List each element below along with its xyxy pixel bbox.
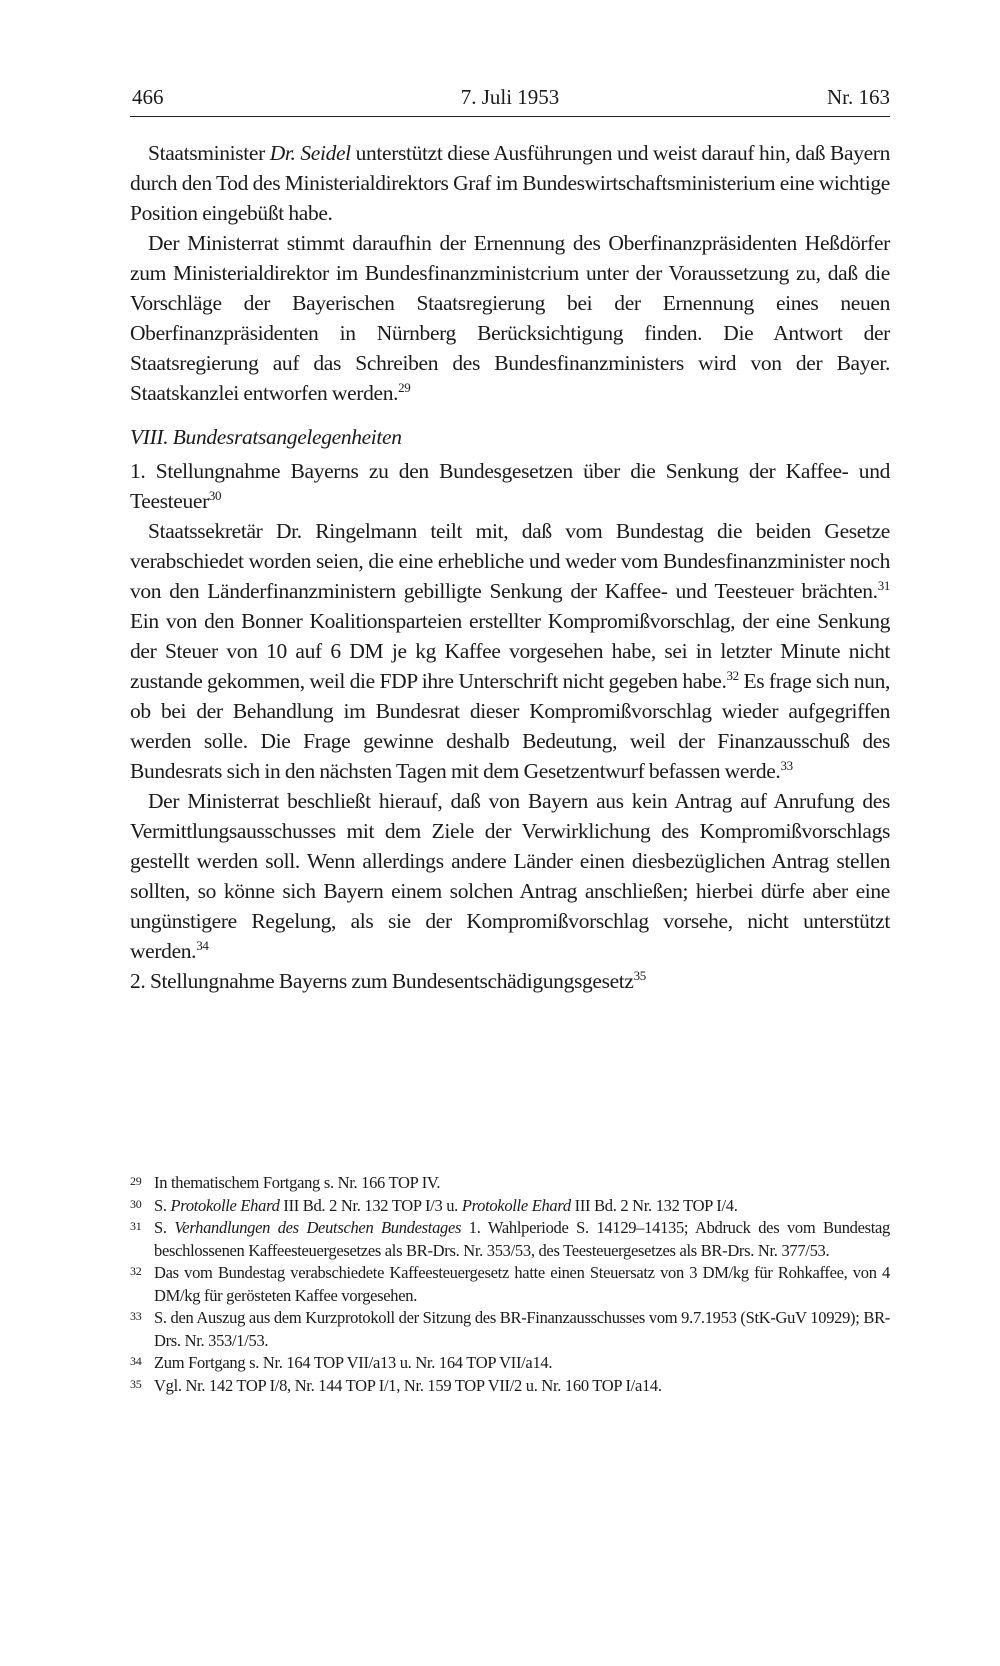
main-text — [130, 138, 890, 996]
paragraph-seidel: Staatsminister Dr. Seidel unterstützt diese Ausführungen und weist darauf hin, daß Bayern durch den Tod des Ministerialdirektors Graf im Bundeswirtschaftsministerium eine wichtige Position eingebüßt habe. — [130, 141, 890, 225]
agenda-item-2: 2. Stellungnahme Bayerns zum Bundesentschädigungsgesetz$^{35}$ — [130, 968, 646, 993]
footnote-ref[interactable]: 35 — [633, 968, 646, 983]
document-number: Nr. 163 — [827, 85, 890, 109]
person-name: Dr. Seidel — [269, 141, 351, 165]
paragraph-beschluss: Der Ministerrat beschließt hierauf, daß von Bayern aus kein Antrag auf Anrufung des Vermittlungsausschusses mit dem Ziele der Verwirklichung des Kompromißvorschlags gestellt werden soll. Wenn allerdings andere Länder einen diesbezüglichen Antrag stellen sollten, so könne sich Bayern einem solchen Antrag anschließen; hierbei dürfe aber eine ungünstigere Regelung, als sie der Kompromißvorschlag vorsehe, nicht unterstützt werden.$^{34}$ — [130, 789, 890, 963]
section-heading: VIII. Bundesratsangelegenheiten — [130, 425, 402, 449]
running-header — [130, 82, 890, 117]
footnote-ref[interactable]: 30 — [208, 488, 222, 503]
footnote-ref[interactable]: 32 — [726, 668, 739, 683]
footnote-number: 32 — [130, 1264, 142, 1278]
footnote-ref[interactable]: 31 — [877, 578, 890, 593]
footnote: 33 S. den Auszug aus dem Kurzprotokoll der Sitzung des BR-Finanzausschusses vom 9.7.1953 (StK-GuV 10929); BR-Drs. Nr. 353/1/53. — [130, 1307, 890, 1352]
paragraph-ernennung: Der Ministerrat stimmt daraufhin der Ernennung des Oberfinanzpräsidenten Heßdörfer zum Ministerialdirektor im Bundesfinanzministcrium unter der Voraussetzung zu, daß die Vorschläge der Bayerischen Staatsregierung bei der Ernennung eines neuen Oberfinanzpräsidenten in Nürnberg Berücksichtigung finden. Die Antwort der Staatsregierung auf das Schreiben des Bundesfinanzministers wird von der Bayer. Staatskanzlei entworfen werden.$^{29}$ — [130, 231, 890, 405]
footnote: 32 Das vom Bundestag verabschiedete Kaffeesteuergesetz hatte einen Steuersatz von 3 DM/kg für Rohkaffee, von 4 DM/kg für gerösteten Kaffee vorgesehen. — [130, 1262, 890, 1307]
footnote-number: 35 — [130, 1376, 142, 1391]
footnote-ref[interactable]: 33 — [780, 758, 793, 773]
footnote-ref[interactable]: 34 — [196, 938, 209, 953]
footnote: 31 S. Verhandlungen des Deutschen Bundestages 1. Wahlperiode S. 14129–14135; Abdruck des vom Bundestag beschlossenen Kaffeesteuergesetzes als BR-Drs. Nr. 353/53, des Teesteuergesetzes als BR-Drs. Nr. 377/53. — [130, 1217, 890, 1262]
footnote-number: 34 — [130, 1354, 142, 1368]
paragraph-ringelmann: Staatssekretär Dr. Ringelmann teilt mit, daß vom Bundestag die beiden Gesetze verabschiedet worden seien, die eine erhebliche und weder vom Bundesfinanzminister noch von den Länderfinanzministern gebilligte Senkung der Kaffee- und Teesteuer brächten.$^{31}$ Ein von den Bonner Koalitionsparteien erstellter Kompromißvorschlag, der eine Senkung der Steuer von 10 auf 6 DM je kg Kaffee vorgesehen habe, sei in letzter Minute nicht zustande gekommen, weil die FDP ihre Unterschrift nicht gegeben habe.$^{32}$ Es frage sich nun, ob bei der Behandlung im Bundesrat dieser Kompromißvorschlag wieder aufgegriffen werden solle. Die Frage gewinne deshalb Bedeutung, weil der Finanzausschuß des Bundesrats sich in den nächsten Tagen mit dem Gesetzentwurf befassen werde.$^{33}$ — [130, 519, 890, 783]
footnotes — [130, 1172, 890, 1397]
footnote: 35 Vgl. Nr. 142 TOP I/8, Nr. 144 TOP I/1, Nr. 159 TOP VII/2 u. Nr. 160 TOP I/a14. — [130, 1375, 890, 1398]
agenda-item-1: 1. Stellungnahme Bayerns zu den Bundesgesetzen über die Senkung der Kaffee- und Teesteuer$^{30}$ — [130, 459, 890, 513]
footnote-number: 29 — [130, 1174, 142, 1188]
footnote: 34 Zum Fortgang s. Nr. 164 TOP VII/a13 u. Nr. 164 TOP VII/a14. — [130, 1352, 890, 1375]
footnote-ref[interactable]: 29 — [398, 380, 411, 395]
header-date: 7. Juli 1953 — [460, 85, 560, 109]
footnote: 30 S. Protokolle Ehard III Bd. 2 Nr. 132 TOP I/3 u. Protokolle Ehard III Bd. 2 Nr. 132 TOP I/4. — [130, 1195, 890, 1218]
page-number: 466 — [132, 85, 164, 109]
footnote-number: 30 — [130, 1196, 142, 1211]
footnote: 29 In thematischem Fortgang s. Nr. 166 TOP IV. — [130, 1172, 890, 1195]
footnote-number: 31 — [130, 1219, 142, 1233]
footnote-number: 33 — [130, 1309, 142, 1323]
